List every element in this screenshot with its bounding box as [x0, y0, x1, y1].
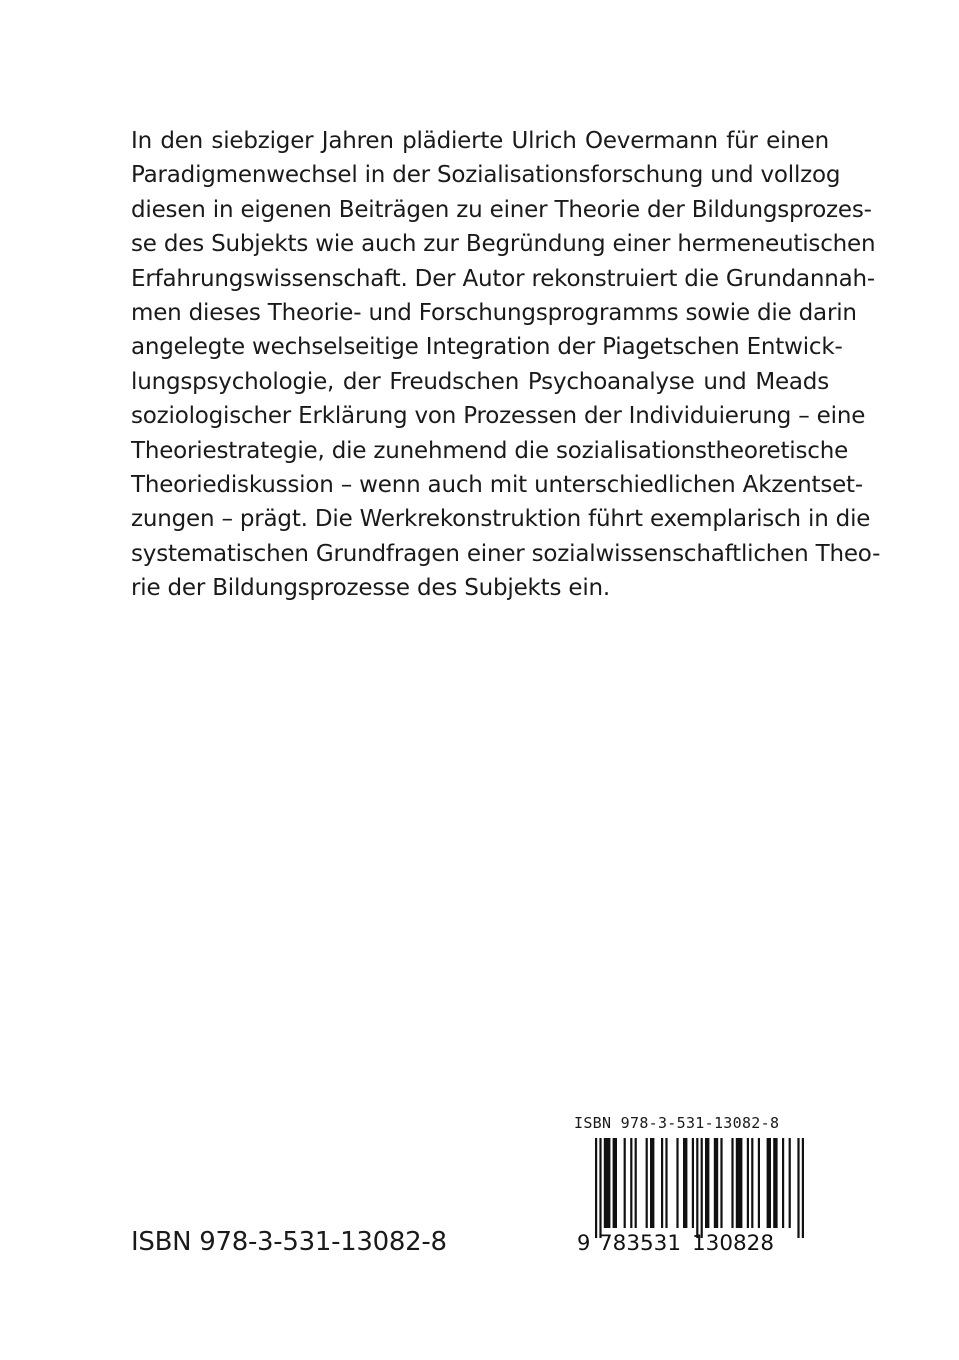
blurb-line: Erfahrungswissenschaft. Der Autor rekonstruiert die Grundannah- — [131, 265, 875, 292]
blurb-line: se des Subjekts wie auch zur Begründung einer hermeneutischen — [131, 231, 876, 258]
barcode-bar — [665, 1138, 667, 1228]
barcode-bar — [773, 1138, 777, 1228]
blurb-line: zungen – prägt. Die Werkrekonstruktion führt exemplarisch in die — [131, 506, 871, 533]
barcode-bar — [720, 1138, 722, 1228]
back-cover-blurb — [131, 124, 881, 605]
barcode-bar — [705, 1138, 709, 1228]
barcode-bar — [635, 1138, 637, 1228]
blurb-line: In den siebziger Jahren plädierte Ulrich Oevermann für einen — [131, 128, 829, 154]
barcode-guard-bar — [797, 1138, 799, 1238]
barcode-bar — [751, 1138, 753, 1228]
barcode-bar — [782, 1138, 784, 1228]
barcode-guard-bar — [696, 1138, 698, 1238]
barcode-guard-bar — [802, 1138, 804, 1238]
barcode-right-digits: 130828 — [692, 1231, 774, 1252]
barcode-bar — [767, 1138, 771, 1228]
barcode-bar — [758, 1138, 760, 1228]
barcode-guard-bar — [599, 1138, 601, 1238]
barcode-bar — [736, 1138, 743, 1228]
blurb-line: lungspsychologie, der Freudschen Psychoanalyse und Meads — [131, 368, 829, 395]
blurb-line: soziologischer Erklärung von Prozessen der Individuierung – eine — [131, 403, 866, 430]
barcode — [572, 1112, 822, 1252]
isbn-label: ISBN 978-3-531-13082-8 — [131, 1227, 447, 1257]
blurb-line: Paradigmenwechsel in der Sozialisationsforschung und vollzog — [131, 162, 841, 189]
barcode-isbn-label: ISBN 978-3-531-13082-8 — [574, 1114, 780, 1132]
barcode-guard-bar — [701, 1138, 703, 1238]
barcode-bar — [613, 1138, 617, 1228]
barcode-bar — [676, 1138, 678, 1228]
barcode-bar — [630, 1138, 632, 1228]
barcode-left-digits: 783531 — [599, 1231, 681, 1252]
blurb-line: rie der Bildungsprozesse des Subjekts ein. — [131, 575, 611, 602]
barcode-bar — [661, 1138, 663, 1228]
blurb-line: Theoriestrategie, die zunehmend die sozialisationstheoretische — [131, 437, 849, 464]
barcode-guard-bar — [595, 1138, 597, 1238]
barcode-graphic — [572, 1136, 822, 1252]
barcode-bar — [789, 1138, 791, 1228]
barcode-bar — [683, 1138, 687, 1228]
blurb-line: angelegte wechselseitige Integration der Piagetschen Entwick- — [131, 334, 843, 361]
blurb-line: Theoriediskussion – wenn auch mit unterschiedlichen Akzentset- — [131, 471, 863, 498]
barcode-bar — [624, 1138, 626, 1228]
barcode-bar — [714, 1138, 718, 1228]
barcode-bar — [692, 1138, 694, 1228]
blurb-line: diesen in eigenen Beiträgen zu einer Theorie der Bildungsprozes- — [131, 196, 872, 223]
blurb-line: men dieses Theorie- und Forschungsprogramms sowie die darin — [131, 299, 857, 326]
barcode-bar — [747, 1138, 749, 1228]
barcode-first-digit: 9 — [577, 1231, 591, 1252]
barcode-bar — [604, 1138, 611, 1228]
barcode-bars — [595, 1138, 804, 1238]
barcode-bar — [650, 1138, 654, 1228]
blurb-line: systematischen Grundfragen einer sozialwissenschaftlichen Theo- — [131, 540, 881, 567]
barcode-bar — [731, 1138, 733, 1228]
barcode-bar — [646, 1138, 648, 1228]
